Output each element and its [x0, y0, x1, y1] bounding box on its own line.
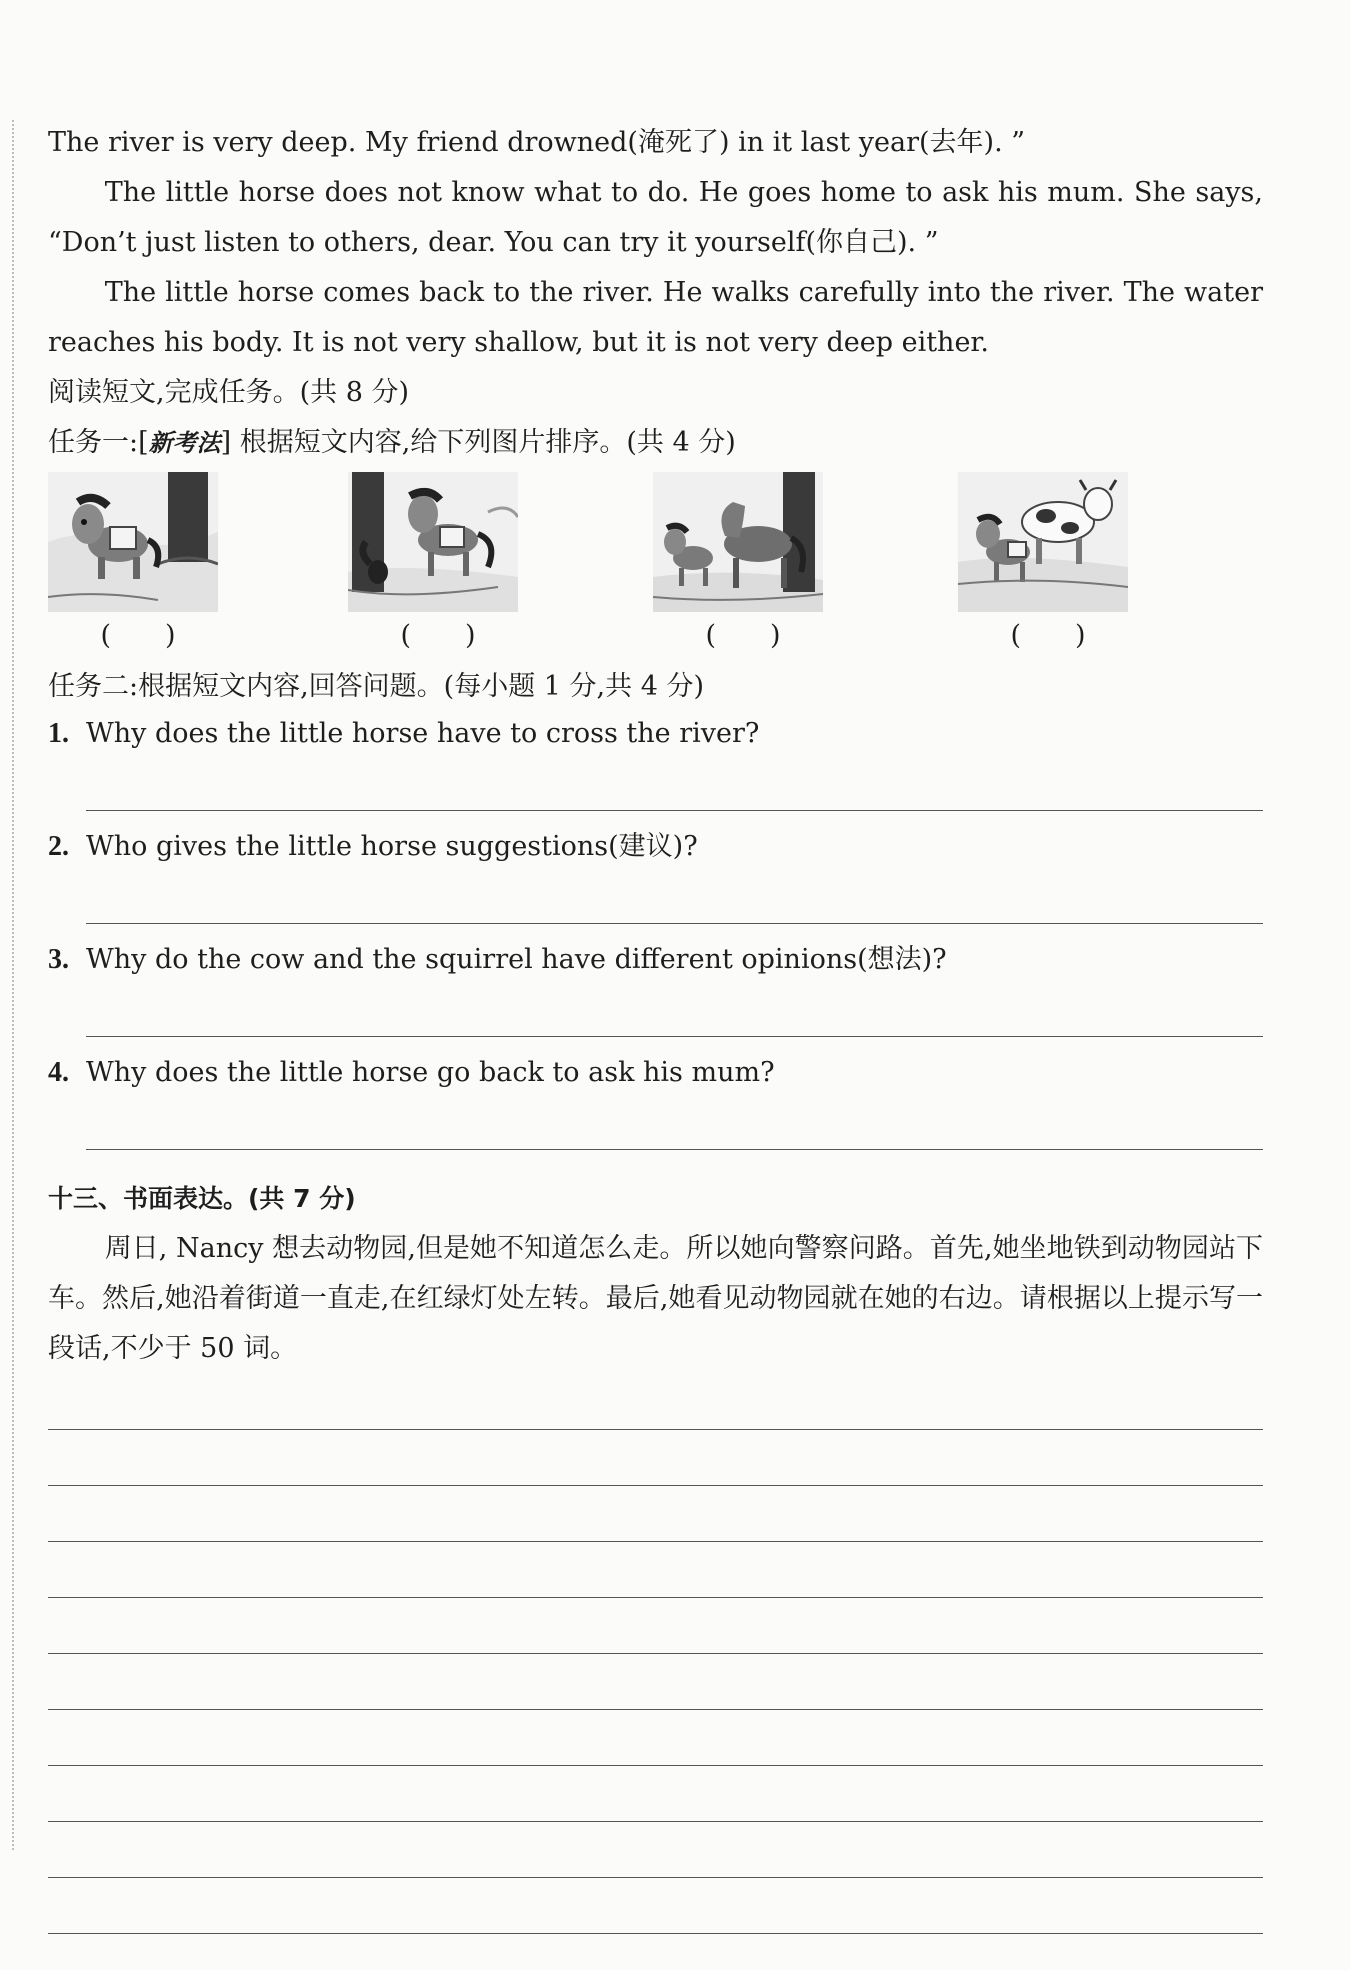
writing-line[interactable]	[48, 1485, 1263, 1486]
question-text: Why does the little horse go back to ask his mum?	[86, 1057, 775, 1088]
writing-line[interactable]	[48, 1653, 1263, 1654]
horse-and-squirrel-icon	[348, 472, 518, 612]
answer-line-2[interactable]	[86, 923, 1263, 924]
question-text: Why do the cow and the squirrel have different opinions(想法)?	[86, 944, 947, 975]
task1-title: 任务一:[新考法] 根据短文内容,给下列图片排序。(共 4 分)	[48, 427, 736, 458]
reading-instructions: 阅读短文,完成任务。(共 8 分)	[48, 377, 409, 408]
writing-line[interactable]	[48, 1541, 1263, 1542]
answer-line-3[interactable]	[86, 1036, 1263, 1037]
answer-line-1[interactable]	[86, 810, 1263, 811]
passage-paragraph-3: The little horse comes back to the river. He walks carefully into the river. The water reaches his body. It is not very shallow, but it is not very deep either.	[48, 277, 1263, 358]
writing-prompt: 周日, Nancy 想去动物园,但是她不知道怎么走。所以她向警察问路。首先,她坐地铁到动物园站下车。然后,她沿着街道一直走,在红绿灯处左转。最后,她看见动物园就在她的右边。请根据以上提示写一段话,不少于 50 词。	[48, 1233, 1263, 1364]
order-blank-2[interactable]: ( )	[400, 620, 476, 651]
horse-with-sack-icon	[48, 472, 218, 612]
writing-line[interactable]	[48, 1709, 1263, 1710]
horse-and-mum-icon	[653, 472, 823, 612]
question-1: 1. Why does the little horse have to cross the river?	[48, 712, 1263, 811]
question-4: 4. Why does the little horse go back to ask his mum?	[48, 1051, 1263, 1150]
answer-line-4[interactable]	[86, 1149, 1263, 1150]
picture-row	[48, 472, 1263, 662]
passage-paragraph-2: The little horse does not know what to do. He goes home to ask his mum. She says, “Don’t just listen to others, dear. You can try it yourself(你自己). ”	[48, 177, 1263, 258]
passage-paragraph-1: The river is very deep. My friend drowned(淹死了) in it last year(去年). ”	[48, 127, 1026, 158]
section-13-title: 十三、书面表达。(共 7 分)	[48, 1184, 356, 1213]
writing-area[interactable]	[48, 1429, 1263, 1934]
question-text: Who gives the little horse suggestions(建议)?	[86, 831, 698, 862]
question-3: 3. Why do the cow and the squirrel have different opinions(想法)?	[48, 938, 1263, 1037]
order-blank-3[interactable]: ( )	[705, 620, 781, 651]
writing-line[interactable]	[48, 1429, 1263, 1430]
worksheet-content	[48, 118, 1263, 1934]
new-method-tag: 新考法	[148, 428, 221, 457]
binding-margin	[12, 120, 14, 1850]
writing-line[interactable]	[48, 1597, 1263, 1598]
writing-line[interactable]	[48, 1933, 1263, 1934]
question-text: Why does the little horse have to cross the river?	[86, 718, 760, 749]
order-blank-4[interactable]: ( )	[1010, 620, 1086, 651]
horse-and-cow-icon	[958, 472, 1128, 612]
order-blank-1[interactable]: ( )	[100, 620, 176, 651]
writing-line[interactable]	[48, 1821, 1263, 1822]
task2-title: 任务二:根据短文内容,回答问题。(每小题 1 分,共 4 分)	[48, 671, 705, 702]
question-2: 2. Who gives the little horse suggestions(建议)?	[48, 825, 1263, 924]
writing-line[interactable]	[48, 1877, 1263, 1878]
writing-line[interactable]	[48, 1765, 1263, 1766]
